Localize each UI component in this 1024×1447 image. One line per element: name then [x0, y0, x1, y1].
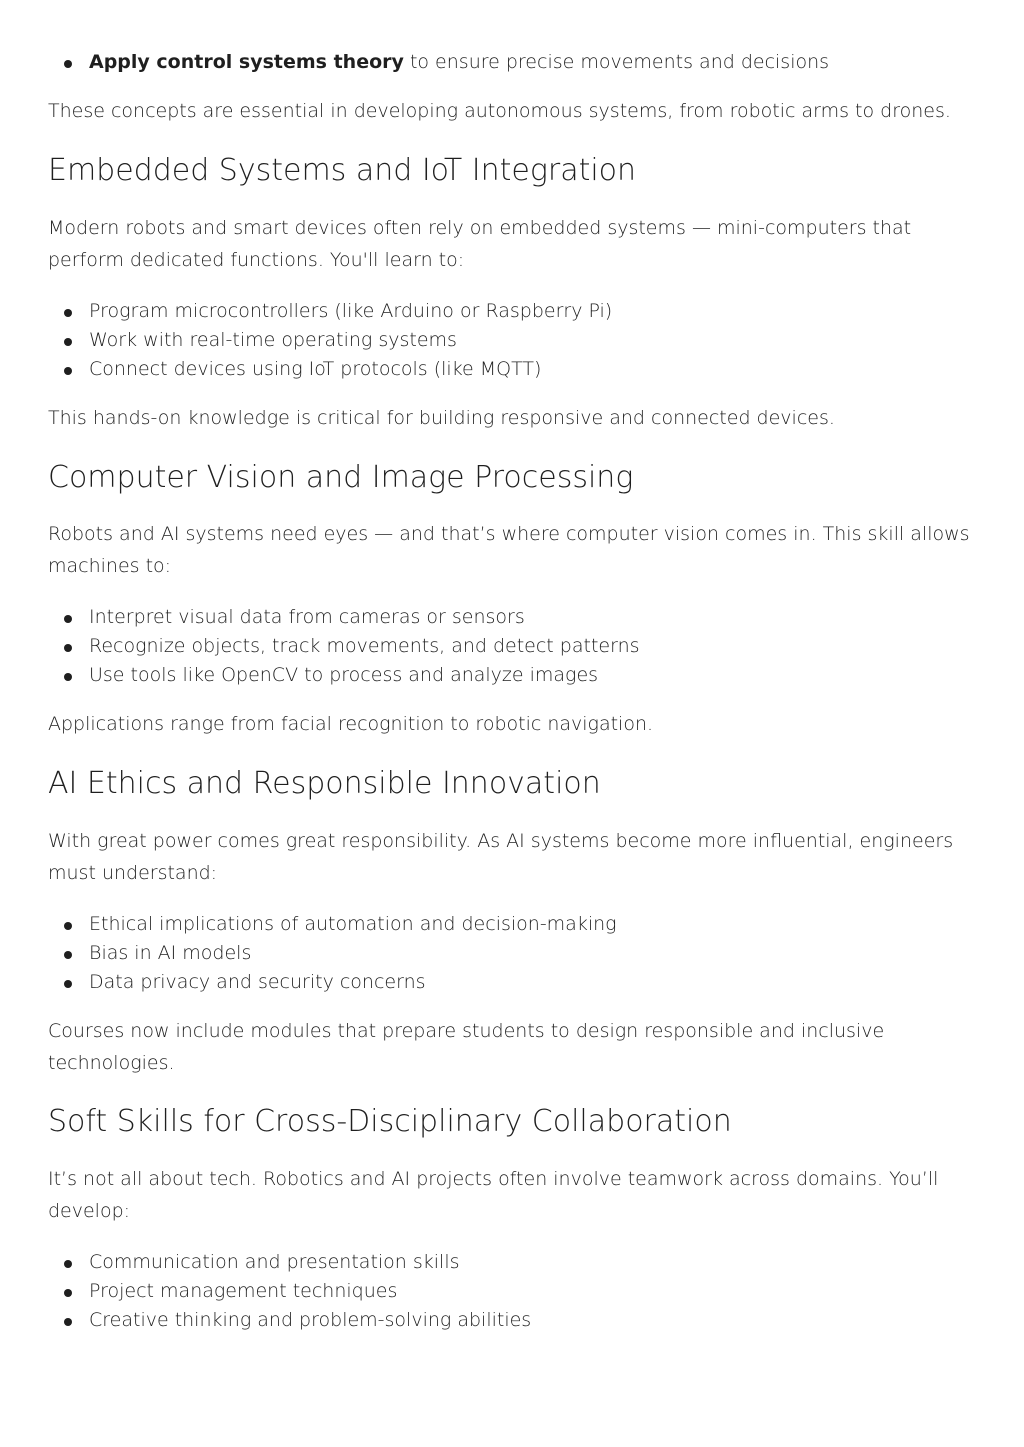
list-item: Use tools like OpenCV to process and analyze images	[48, 661, 978, 690]
list-item-bold: Apply control systems theory	[89, 51, 404, 73]
list-item: Work with real-time operating systems	[48, 326, 978, 355]
list-item: Program microcontrollers (like Arduino or Raspberry Pi)	[48, 297, 978, 326]
section-heading: Soft Skills for Cross-Disciplinary Collaboration	[48, 1104, 732, 1139]
list-item: Project management techniques	[48, 1277, 978, 1306]
section-heading: AI Ethics and Responsible Innovation	[48, 766, 601, 801]
bullet-list	[48, 1248, 978, 1335]
bullet-list	[48, 297, 978, 384]
list-item: Ethical implications of automation and decision-making	[48, 910, 978, 939]
list-item: Data privacy and security concerns	[48, 968, 978, 997]
list-item: Interpret visual data from cameras or sensors	[48, 603, 978, 632]
bullet-list	[48, 603, 978, 690]
paragraph: Applications range from facial recognition to robotic navigation.	[48, 713, 654, 735]
paragraph: Courses now include modules that prepare students to design responsible and inclusive technologies.	[48, 1020, 885, 1074]
bullet-list	[48, 910, 978, 997]
section-heading: Embedded Systems and IoT Integration	[48, 153, 637, 188]
paragraph: With great power comes great responsibility. As AI systems become more influential, engineers must understand:	[48, 830, 954, 884]
list-item: Communication and presentation skills	[48, 1248, 978, 1277]
list-item-text: to ensure precise movements and decisions	[403, 51, 830, 73]
section-heading: Computer Vision and Image Processing	[48, 460, 634, 495]
intro-list	[48, 48, 978, 77]
list-item	[48, 48, 978, 77]
paragraph: These concepts are essential in developing autonomous systems, from robotic arms to drones.	[48, 100, 951, 122]
paragraph: It’s not all about tech. Robotics and AI projects often involve teamwork across domains. You’ll develop:	[48, 1168, 939, 1222]
list-item: Recognize objects, track movements, and detect patterns	[48, 632, 978, 661]
paragraph: Robots and AI systems need eyes — and that’s where computer vision comes in. This skill allows machines to:	[48, 523, 970, 577]
list-item: Connect devices using IoT protocols (like MQTT)	[48, 355, 978, 384]
list-item: Creative thinking and problem-solving abilities	[48, 1306, 978, 1335]
paragraph: This hands-on knowledge is critical for building responsive and connected devices.	[48, 407, 835, 429]
paragraph: Modern robots and smart devices often rely on embedded systems — mini-computers that perform dedicated functions. You'll learn to:	[48, 217, 912, 271]
list-item: Bias in AI models	[48, 939, 978, 968]
